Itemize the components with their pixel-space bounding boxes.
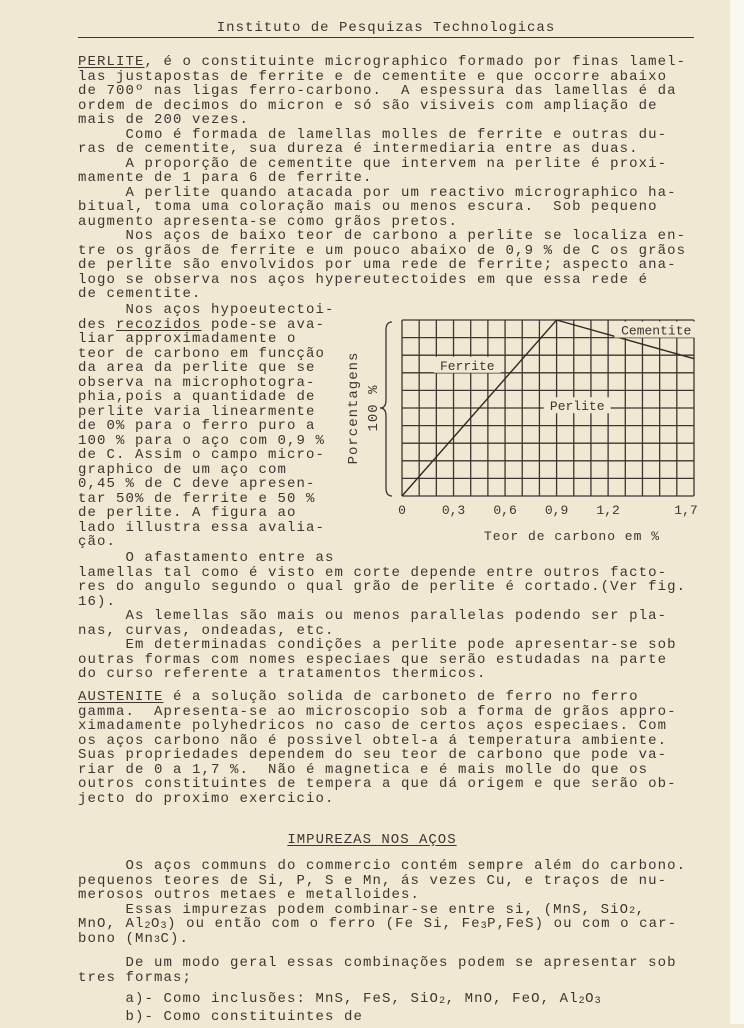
text-line: bitual, toma uma coloração mais ou menos escura. Sob pequeno [78,199,658,215]
text-line: 0,45 % de C deve apresen- [78,476,316,492]
text-line: Nos aços hypoeutectoi- [78,302,335,318]
region-label: Perlite [549,399,605,415]
text-segment: , [635,901,646,918]
text-line: De um modo geral essas combinações podem se apresentar sob [78,955,677,971]
subscript: 2 [629,906,636,917]
y-axis-sublabel: 100 % [366,384,382,432]
text-line: observa na microphotogra- [78,374,316,391]
text-segment: C). [160,930,190,947]
y-axis-label: Porcentagens [346,351,362,465]
text-line: os aços carbono não é possivel obtel-a á temperatura ambiente. [78,732,668,749]
text-line: A perlite quando atacada por um reactivo micrographico ha- [78,184,677,201]
x-tick-label: 0,3 [441,503,466,518]
subscript: 3 [594,995,602,1007]
text-line: b)- Como constituintes de [78,1008,364,1025]
subscript: 2 [144,920,152,932]
text-line: res do angulo segundo o qual grão de perlite é cortado.(Ver fig. [78,579,687,595]
text-line: lamellas tal como é visto em corte depende entre outros facto- [78,564,668,581]
text-line: As lemellas são mais ou menos parallelas podendo ser pla- [78,608,668,624]
text-line: ximadamente polyhedricos no caso de certos aços especiaes. Com [78,718,668,734]
section-title: IMPUREZAS NOS AÇOS [287,832,457,848]
text-line: ordem de decimos do micron e só são visiveis com ampliação de [78,97,658,114]
region-label: Cementite [621,323,692,339]
text-line: gamma. Apresenta-se ao microscopio sob a forma de grãos appro- [78,703,677,720]
x-tick-label: 0 [398,503,406,518]
text-line: perlite varia linearmente [78,403,316,420]
subscript: 3 [160,920,168,932]
text-line: Em determinadas condições a perlite pode apresentar-se sob [78,637,677,653]
text-line: 16). [78,593,117,610]
text-segment: des [78,316,117,333]
text-segment: é a solução solida de carboneto de ferro no ferro [163,689,639,705]
text-line: liar approximadamente o [78,331,297,347]
text-segment: pode-se ava- [201,316,326,333]
text-line: O afastamento entre as [78,550,335,566]
text-line: logo se observa nos aços hypereutectoides em que essa rede é [78,271,649,288]
text-line: lado illustra essa avalia- [78,519,326,536]
text-line: de cementite. [78,286,202,302]
text-segment: bono (Mn [78,930,155,947]
text-line: nas, curvas, ondeadas, etc. [78,622,335,639]
text-segment: , é o constituinte micrographico formado por finas lamel- [144,54,687,70]
text-segment: O [585,991,595,1007]
x-tick-label: 0,9 [544,503,569,518]
text-line: tre os grãos de ferrite e um pouco abaixo de 0,9 % de C os grãos [78,242,687,259]
text-line: de 700º nas ligas ferro-carbono. A espessura das lamellas é da [78,83,677,99]
text-line: mamente de 1 para 6 de ferrite. [78,170,373,186]
text-line: Nos aços de baixo teor de carbono a perlite se localiza en- [78,228,687,244]
x-tick-label: 1,7 [674,503,698,518]
text-line: do curso referente a tratamentos thermicos. [78,666,487,682]
x-tick-label: 1,2 [596,503,620,518]
text-line: augmento apresenta-se como grãos pretos. [78,213,459,230]
text-line: outras formas com nomes especiaes que serão estudadas na parte [78,651,668,668]
text-line: de C. Assim o campo micro- [78,447,326,463]
text-line: jecto do proximo exercicio. [78,790,335,807]
text-segment: O [151,916,161,932]
text-line: teor de carbono em funcção [78,345,326,362]
region-labels [434,322,698,415]
text-line: de 0% para o ferro puro a [78,418,316,434]
text-line: de perlite são envolvidos por uma rede de ferrite; aspecto ana- [78,257,677,273]
underlined-term: PERLITE [78,54,145,70]
subscript: 3 [480,920,488,932]
text-line: graphico de um aço com [78,461,288,478]
text-line: A proporção de cementite que intervem na perlite é proxi- [78,155,668,172]
text-line: tres formas; [78,969,193,986]
page-header: Instituto de Pesquizas Technologicas [78,20,694,38]
x-tick-labels [398,503,698,518]
text-line: Como é formada de lamellas molles de ferrite e outras du- [78,126,668,143]
x-tick-label: 0,6 [493,503,517,518]
underlined-term: recozidos [116,316,202,333]
subscript: 2 [578,995,586,1007]
subscript: 3 [154,935,161,946]
text-segment: a)- Como inclusões: MnS, FeS, SiO [78,991,440,1007]
text-line: da area da perlite que se [78,360,316,376]
text-line: de perlite. A figura ao [78,505,297,521]
text-line: mais de 200 vezes. [78,112,250,128]
text-line: phia,pois a quantidade de [78,389,316,405]
text-line: Os aços communs do commercio contém sempre além do carbono. [78,858,687,874]
text-line: merosos outros metaes e metalloides. [78,887,421,903]
text-segment: MnO, Al [78,916,145,932]
text-line: tar 50% de ferrite e 50 % [78,490,316,507]
text-segment: P,FeS) ou com o car- [487,916,678,932]
text-line: riar de 0 a 1,7 %. Não é magnetica e é mais molle do que os [78,761,649,778]
x-axis-label: Teor de carbono em % [483,529,661,544]
text-line: ras de cementite, sua dureza é intermediaria entre as duas. [78,141,639,157]
text-line: ção. [78,534,117,550]
text-segment: , MnO, FeO, Al [445,991,579,1007]
text-line: 100 % para o aço com 0,9 % [78,432,326,449]
text-segment: ) ou então com o ferro (Fe Si, Fe [167,916,481,932]
subscript: 2 [439,995,446,1007]
text-line: outros constituintes de tempera a que dá origem e que serão ob- [78,776,677,792]
text-line: Suas propriedades dependem do seu teor de carbono que pode va- [78,747,668,763]
text-segment: Essas impurezas podem combinar-se entre si, (MnS, SiO [78,901,630,918]
region-label: Ferrite [439,358,495,374]
underlined-term: AUSTENITE [78,689,164,705]
text-line: las justapostas de ferrite e de cementite e que occorre abaixo [78,68,668,85]
text-line: pequenos teores de Si, P, S e Mn, ás vezes Cu, e traços de nu- [78,872,668,889]
